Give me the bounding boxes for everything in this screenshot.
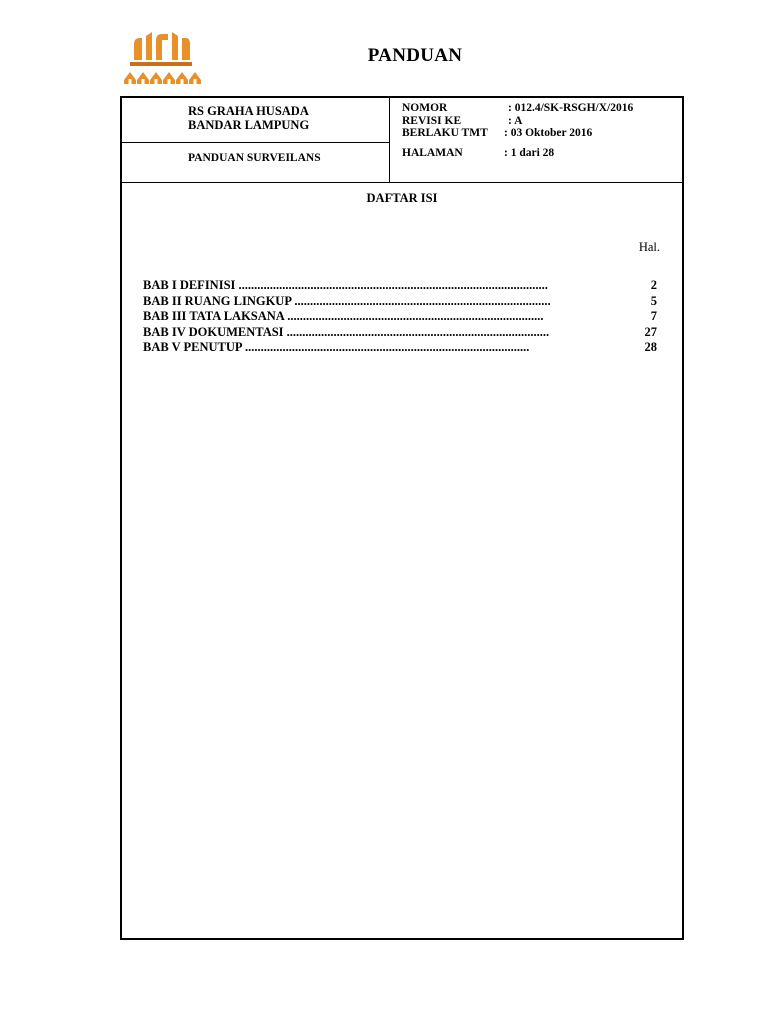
toc-entry[interactable] <box>143 340 663 356</box>
toc-page-label: Hal. <box>638 240 660 254</box>
document-title: PANDUAN <box>367 45 463 66</box>
toc-entry-page: 7 <box>650 309 657 323</box>
toc-entry-label: BAB III TATA LAKSANA .................................................................................. <box>143 309 544 323</box>
meta-value-berlaku: : 03 Oktober 2016 <box>504 127 593 139</box>
rs-graha-husada-logo-icon <box>120 30 202 86</box>
meta-value-revisi: : A <box>508 115 523 127</box>
meta-key-halaman: HALAMAN <box>402 147 463 159</box>
toc-entry[interactable] <box>143 294 663 310</box>
document-frame <box>120 96 684 940</box>
header-divider-bottom <box>121 182 683 183</box>
toc-entry[interactable] <box>143 309 663 325</box>
institution-name <box>188 104 309 132</box>
toc-heading: DAFTAR ISI <box>366 191 438 205</box>
toc-entry-page: 2 <box>650 278 657 292</box>
toc-list <box>143 278 663 356</box>
meta-row-nomor <box>402 102 634 115</box>
institution-line-1: RS GRAHA HUSADA <box>188 104 309 118</box>
toc-entry[interactable] <box>143 325 663 341</box>
toc-entry-label: BAB II RUANG LINGKUP .................................................................................. <box>143 293 551 308</box>
toc-entry-label: BAB I DEFINISI ................................................................................................... <box>143 278 548 292</box>
toc-entry-page: 28 <box>644 340 657 354</box>
meta-value-halaman: : 1 dari 28 <box>504 147 555 159</box>
toc-entry-label: BAB V PENUTUP ........................................................................................... <box>143 340 530 354</box>
meta-key-revisi: REVISI KE <box>402 115 462 127</box>
meta-row-halaman <box>402 147 555 160</box>
header-divider-middle <box>121 142 390 143</box>
guide-name: PANDUAN SURVEILANS <box>188 152 321 164</box>
meta-value-nomor: : 012.4/SK-RSGH/X/2016 <box>508 102 634 114</box>
toc-entry-page: 5 <box>650 293 657 308</box>
toc-entry-page: 27 <box>644 324 657 339</box>
meta-key-nomor: NOMOR <box>402 102 448 114</box>
institution-line-2: BANDAR LAMPUNG <box>188 118 310 132</box>
toc-entry[interactable] <box>143 278 663 294</box>
header-column-divider <box>389 97 390 183</box>
meta-row-berlaku <box>402 127 593 140</box>
toc-entry-label: BAB IV DOKUMENTASI .................................................................................... <box>143 324 550 339</box>
meta-key-berlaku: BERLAKU TMT <box>402 127 488 139</box>
